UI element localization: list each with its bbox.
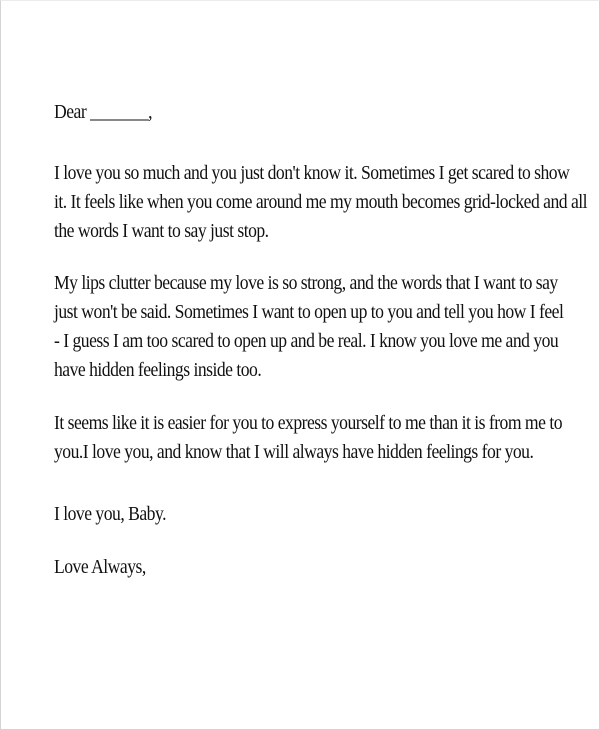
- closing: [54, 553, 146, 582]
- paragraph-line: you.I love you, and know that I will always have hidden feelings for you.: [54, 441, 534, 463]
- paragraph-line: It seems like it is easier for you to express yourself to me than it is from me to: [54, 412, 563, 434]
- paragraph-line: have hidden feelings inside too.: [54, 359, 262, 381]
- paragraph-1: [54, 159, 587, 246]
- paragraph-2: [54, 269, 563, 385]
- affirmation: [54, 500, 166, 529]
- greeting-line: Dear _______,: [54, 101, 153, 123]
- paragraph-line: I love you so much and you just don't know it. Sometimes I get scared to show: [54, 162, 570, 184]
- closing-line: Love Always,: [54, 556, 146, 578]
- paragraph-line: just won't be said. Sometimes I want to open up to you and tell you how I feel: [54, 301, 564, 323]
- paragraph-line: the words I want to say just stop.: [54, 220, 269, 242]
- paragraph-line: - I guess I am too scared to open up and be real. I know you love me and you: [54, 330, 559, 352]
- paragraph-line: it. It feels like when you come around me my mouth becomes grid-locked and all: [54, 191, 588, 213]
- paragraph-3: [54, 409, 562, 467]
- affirmation-line: I love you, Baby.: [54, 503, 167, 525]
- paragraph-line: My lips clutter because my love is so strong, and the words that I want to say: [54, 272, 558, 294]
- letter-greeting: [54, 98, 152, 127]
